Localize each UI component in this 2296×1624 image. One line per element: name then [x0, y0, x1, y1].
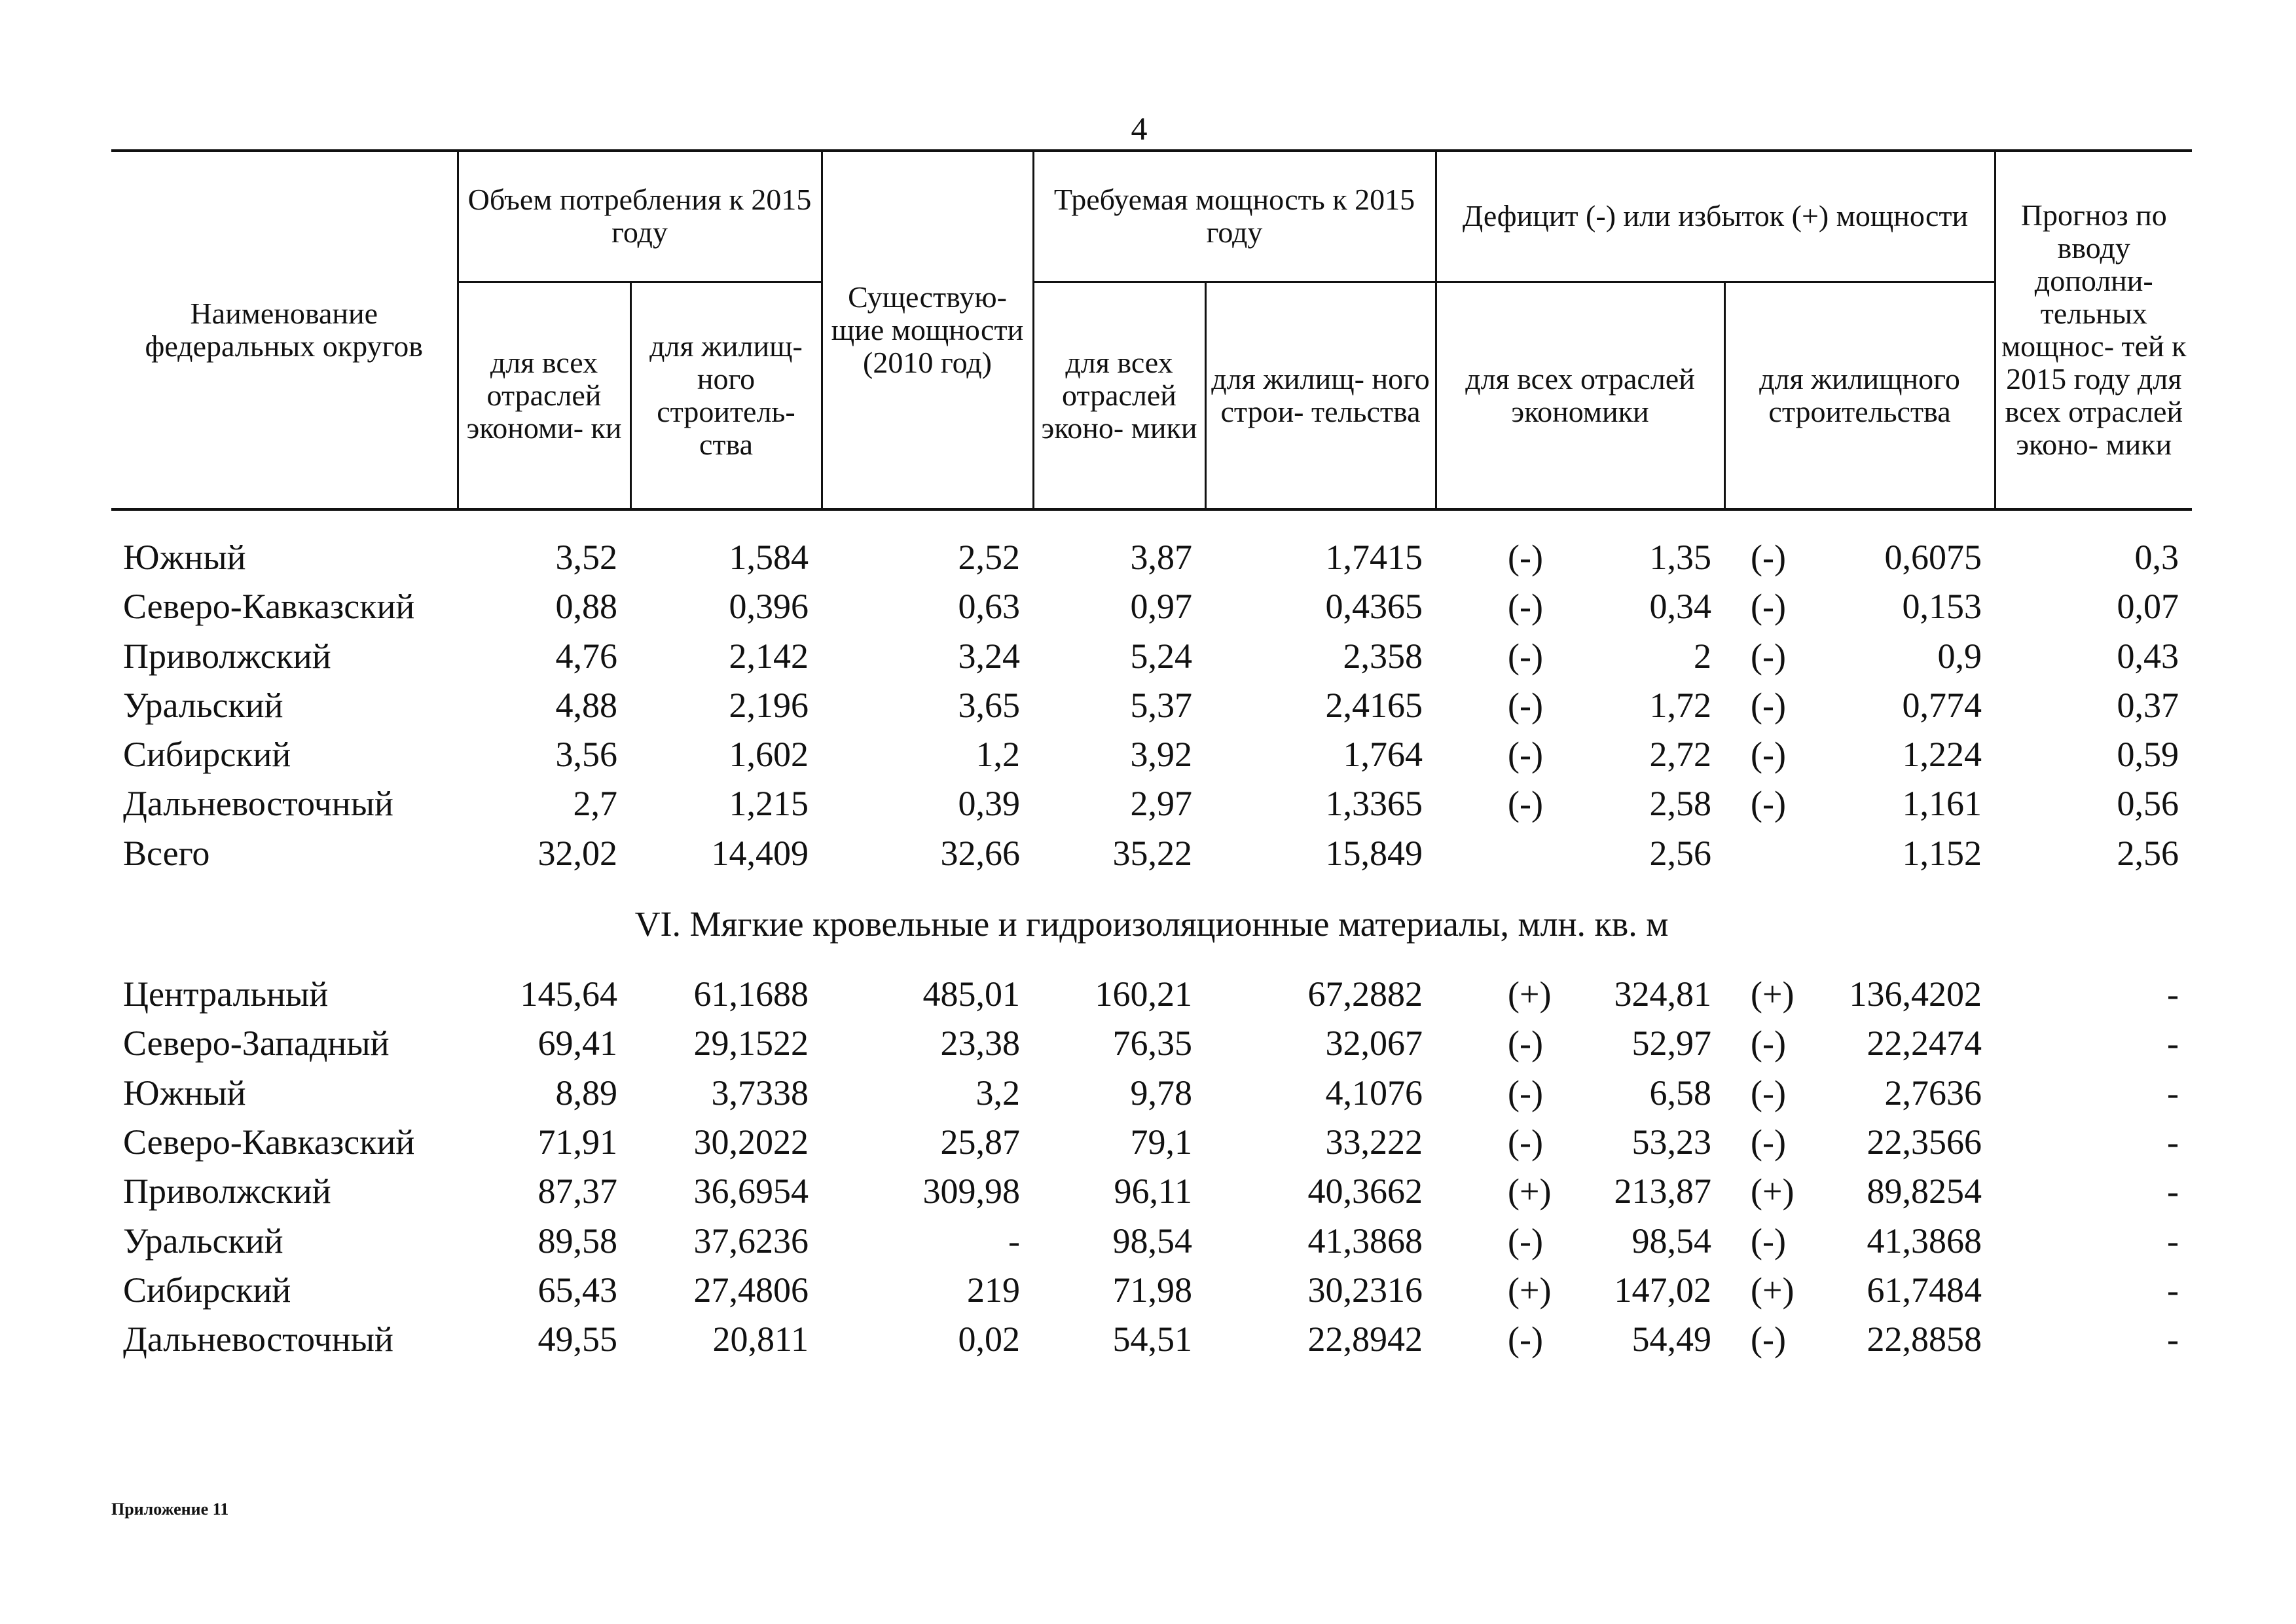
forecast-cell: 0,59	[2117, 735, 2179, 775]
forecast-cell: 0,07	[2117, 587, 2179, 627]
required-housing-cell: 0,4365	[1325, 587, 1423, 627]
required-all-cell: 9,78	[1130, 1073, 1192, 1113]
consumption-housing-cell: 27,4806	[693, 1270, 809, 1310]
consumption-all-cell: 32,02	[538, 833, 617, 873]
consumption-all-cell: 145,64	[520, 974, 617, 1014]
district-name-cell: Дальневосточный	[123, 1320, 393, 1359]
deficit-housing-value: 0,6075	[1884, 538, 1982, 577]
consumption-housing-cell: 2,142	[729, 636, 809, 676]
deficit-all-value: 1,35	[1649, 538, 1712, 577]
deficit-all-cell	[1436, 533, 1724, 582]
consumption-housing-cell: 61,1688	[693, 974, 809, 1014]
required-all-cell: 2,97	[1130, 784, 1192, 824]
required-all-cell: 35,22	[1112, 833, 1192, 873]
required-housing-cell: 32,067	[1325, 1024, 1423, 1063]
deficit-housing-value: 0,9	[1937, 636, 1982, 676]
table-row	[111, 681, 2192, 730]
deficit-housing-sign: (-)	[1751, 1024, 1786, 1063]
existing-capacity-cell: 309,98	[922, 1172, 1020, 1211]
consumption-all-cell: 89,58	[538, 1221, 617, 1261]
required-all-cell: 98,54	[1112, 1221, 1192, 1261]
required-all-cell: 0,97	[1130, 587, 1192, 627]
deficit-housing-cell	[1724, 582, 1995, 631]
header-required-all: для всех отраслей эконо- мики	[1033, 282, 1205, 509]
consumption-housing-cell: 36,6954	[693, 1172, 809, 1211]
required-housing-cell: 2,358	[1343, 636, 1423, 676]
deficit-all-value: 2,56	[1649, 833, 1712, 873]
consumption-all-cell: 8,89	[555, 1073, 617, 1113]
deficit-all-value: 2,72	[1649, 735, 1712, 775]
deficit-housing-cell	[1724, 779, 1995, 828]
forecast-cell: -	[2167, 1320, 2179, 1359]
table-row	[111, 1266, 2192, 1315]
forecast-cell: -	[2167, 1073, 2179, 1113]
existing-capacity-cell: 25,87	[940, 1122, 1020, 1162]
deficit-all-cell	[1436, 779, 1724, 828]
deficit-housing-value: 61,7484	[1867, 1270, 1982, 1310]
deficit-all-sign: (-)	[1508, 636, 1543, 676]
consumption-housing-cell: 1,584	[729, 538, 809, 577]
deficit-all-cell	[1436, 1217, 1724, 1266]
deficit-housing-sign: (-)	[1751, 735, 1786, 775]
data-table	[111, 149, 2192, 1364]
existing-capacity-cell: 0,02	[958, 1320, 1020, 1359]
required-all-cell: 79,1	[1130, 1122, 1192, 1162]
deficit-all-cell	[1436, 632, 1724, 681]
table-row	[111, 1217, 2192, 1266]
table-row	[111, 582, 2192, 631]
required-housing-cell: 1,3365	[1325, 784, 1423, 824]
required-all-cell: 71,98	[1112, 1270, 1192, 1310]
deficit-housing-value: 1,161	[1902, 784, 1982, 824]
table-row	[111, 970, 2192, 1019]
deficit-all-cell	[1436, 1118, 1724, 1167]
required-all-cell: 3,92	[1130, 735, 1192, 775]
deficit-all-sign: (-)	[1508, 784, 1543, 824]
deficit-housing-sign: (-)	[1751, 587, 1786, 627]
consumption-all-cell: 49,55	[538, 1320, 617, 1359]
forecast-cell: 0,56	[2117, 784, 2179, 824]
header-existing-capacity: Существую- щие мощности (2010 год)	[822, 151, 1033, 509]
district-name-cell: Уральский	[123, 685, 283, 725]
consumption-all-cell: 2,7	[573, 784, 617, 824]
deficit-all-sign: (-)	[1508, 735, 1543, 775]
footer-note: Приложение 11	[111, 1500, 229, 1519]
table-row	[111, 829, 2192, 878]
consumption-all-cell: 71,91	[538, 1122, 617, 1162]
deficit-all-sign: (-)	[1508, 1122, 1543, 1162]
deficit-housing-cell	[1724, 533, 1995, 582]
district-name-cell: Дальневосточный	[123, 784, 393, 824]
forecast-cell: -	[2167, 1172, 2179, 1211]
district-name-cell: Всего	[123, 833, 210, 873]
district-name-cell: Уральский	[123, 1221, 283, 1261]
deficit-all-value: 0,34	[1649, 587, 1712, 627]
existing-capacity-cell: 0,63	[958, 587, 1020, 627]
deficit-all-cell	[1436, 1315, 1724, 1364]
table-row	[111, 779, 2192, 828]
deficit-housing-sign: (-)	[1751, 1122, 1786, 1162]
deficit-all-cell	[1436, 1266, 1724, 1315]
existing-capacity-cell: 23,38	[940, 1024, 1020, 1063]
consumption-housing-cell: 1,215	[729, 784, 809, 824]
required-housing-cell: 40,3662	[1307, 1172, 1423, 1211]
required-all-cell: 3,87	[1130, 538, 1192, 577]
deficit-housing-value: 89,8254	[1867, 1172, 1982, 1211]
existing-capacity-cell: 219	[967, 1270, 1020, 1310]
consumption-housing-cell: 2,196	[729, 685, 809, 725]
deficit-housing-cell	[1724, 1266, 1995, 1315]
deficit-housing-value: 0,153	[1902, 587, 1982, 627]
deficit-housing-value: 1,224	[1902, 735, 1982, 775]
existing-capacity-cell: 3,65	[958, 685, 1020, 725]
deficit-housing-cell	[1724, 1217, 1995, 1266]
deficit-all-cell	[1436, 1019, 1724, 1068]
deficit-housing-cell	[1724, 970, 1995, 1019]
deficit-housing-cell	[1724, 1019, 1995, 1068]
deficit-all-sign: (+)	[1508, 1172, 1552, 1211]
forecast-cell: -	[2167, 1024, 2179, 1063]
required-housing-cell: 4,1076	[1325, 1073, 1423, 1113]
deficit-housing-value: 136,4202	[1849, 974, 1982, 1014]
deficit-housing-cell	[1724, 829, 1995, 878]
deficit-all-cell	[1436, 730, 1724, 779]
existing-capacity-cell: 1,2	[975, 735, 1020, 775]
deficit-all-value: 147,02	[1614, 1270, 1712, 1310]
header-district-name: Наименование федеральных округов	[111, 151, 458, 509]
forecast-cell: -	[2167, 1122, 2179, 1162]
header-deficit-group: Дефицит (-) или избыток (+) мощности	[1436, 151, 1995, 282]
district-name-cell: Центральный	[123, 974, 329, 1014]
deficit-all-cell	[1436, 970, 1724, 1019]
forecast-cell: 0,37	[2117, 685, 2179, 725]
consumption-all-cell: 4,88	[555, 685, 617, 725]
header-required-group: Требуемая мощность к 2015 году	[1033, 151, 1436, 282]
consumption-all-cell: 4,76	[555, 636, 617, 676]
required-housing-cell: 33,222	[1325, 1122, 1423, 1162]
consumption-all-cell: 3,52	[555, 538, 617, 577]
deficit-all-cell	[1436, 582, 1724, 631]
deficit-all-cell	[1436, 829, 1724, 878]
consumption-housing-cell: 1,602	[729, 735, 809, 775]
header-forecast: Прогноз по вводу дополни- тельных мощнос- тей к 2015 году для всех отраслей эконо- мики	[1995, 151, 2192, 509]
header-deficit-housing: для жилищного строительства	[1724, 282, 1995, 509]
table-body	[111, 509, 2192, 1364]
forecast-cell: 0,43	[2117, 636, 2179, 676]
header-deficit-all: для всех отраслей экономики	[1436, 282, 1724, 509]
forecast-cell: 2,56	[2117, 833, 2179, 873]
deficit-housing-sign: (-)	[1751, 685, 1786, 725]
deficit-housing-sign: (-)	[1751, 636, 1786, 676]
deficit-housing-cell	[1724, 632, 1995, 681]
required-housing-cell: 41,3868	[1307, 1221, 1423, 1261]
required-housing-cell: 22,8942	[1307, 1320, 1423, 1359]
table-header	[111, 151, 2192, 509]
deficit-housing-sign: (+)	[1751, 1270, 1795, 1310]
consumption-housing-cell: 0,396	[729, 587, 809, 627]
deficit-housing-sign: (-)	[1751, 538, 1786, 577]
deficit-all-sign: (+)	[1508, 1270, 1552, 1310]
existing-capacity-cell: 32,66	[940, 833, 1020, 873]
deficit-housing-value: 22,3566	[1867, 1122, 1982, 1162]
existing-capacity-cell: 3,2	[975, 1073, 1020, 1113]
existing-capacity-cell: 485,01	[922, 974, 1020, 1014]
consumption-housing-cell: 14,409	[711, 833, 809, 873]
deficit-housing-value: 22,2474	[1867, 1024, 1982, 1063]
district-name-cell: Южный	[123, 538, 246, 577]
deficit-housing-sign: (+)	[1751, 974, 1795, 1014]
section-title: VI. Мягкие кровельные и гидроизоляционные материалы, млн. кв. м	[634, 904, 1669, 944]
required-housing-cell: 67,2882	[1307, 974, 1423, 1014]
table-row	[111, 632, 2192, 681]
deficit-all-cell	[1436, 1167, 1724, 1216]
required-housing-cell: 15,849	[1325, 833, 1423, 873]
district-name-cell: Южный	[123, 1073, 246, 1113]
consumption-housing-cell: 30,2022	[693, 1122, 809, 1162]
deficit-housing-sign: (-)	[1751, 784, 1786, 824]
existing-capacity-cell: 0,39	[958, 784, 1020, 824]
section-title-row	[111, 878, 2192, 970]
deficit-all-sign: (-)	[1508, 1221, 1543, 1261]
existing-capacity-cell: -	[1008, 1221, 1020, 1261]
page-number: 4	[1131, 110, 1148, 147]
consumption-housing-cell: 3,7338	[711, 1073, 809, 1113]
deficit-housing-sign: (-)	[1751, 1221, 1786, 1261]
consumption-all-cell: 65,43	[538, 1270, 617, 1310]
deficit-all-cell	[1436, 1069, 1724, 1118]
deficit-all-value: 54,49	[1631, 1320, 1712, 1359]
deficit-housing-cell	[1724, 1315, 1995, 1364]
district-name-cell: Приволжский	[123, 1172, 331, 1211]
deficit-all-sign: (-)	[1508, 1073, 1543, 1113]
table-row	[111, 1315, 2192, 1364]
consumption-all-cell: 87,37	[538, 1172, 617, 1211]
district-name-cell: Сибирский	[123, 735, 291, 775]
table-row	[111, 533, 2192, 582]
deficit-housing-cell	[1724, 681, 1995, 730]
deficit-all-sign: (+)	[1508, 974, 1552, 1014]
existing-capacity-cell: 2,52	[958, 538, 1020, 577]
deficit-housing-cell	[1724, 1118, 1995, 1167]
deficit-housing-cell	[1724, 730, 1995, 779]
deficit-all-value: 1,72	[1649, 685, 1712, 725]
forecast-cell: 0,3	[2134, 538, 2179, 577]
deficit-housing-sign: (+)	[1751, 1172, 1795, 1211]
required-housing-cell: 1,764	[1343, 735, 1423, 775]
consumption-housing-cell: 29,1522	[693, 1024, 809, 1063]
table-row	[111, 1167, 2192, 1216]
header-required-housing: для жилищ- ного строи- тельства	[1205, 282, 1436, 509]
deficit-housing-value: 0,774	[1902, 685, 1982, 725]
deficit-all-sign: (-)	[1508, 1320, 1543, 1359]
deficit-all-sign: (-)	[1508, 685, 1543, 725]
deficit-all-value: 52,97	[1631, 1024, 1712, 1063]
required-all-cell: 5,37	[1130, 685, 1192, 725]
spacer-row	[111, 509, 2192, 533]
table-row	[111, 1019, 2192, 1068]
deficit-housing-value: 22,8858	[1867, 1320, 1982, 1359]
consumption-housing-cell: 20,811	[712, 1320, 809, 1359]
deficit-housing-value: 2,7636	[1884, 1073, 1982, 1113]
header-consumption-group: Объем потребления к 2015 году	[458, 151, 822, 282]
table-row	[111, 1069, 2192, 1118]
deficit-all-value: 98,54	[1631, 1221, 1712, 1261]
required-all-cell: 76,35	[1112, 1024, 1192, 1063]
deficit-all-sign: (-)	[1508, 1024, 1543, 1063]
deficit-all-cell	[1436, 681, 1724, 730]
deficit-housing-sign: (-)	[1751, 1320, 1786, 1359]
deficit-housing-cell	[1724, 1167, 1995, 1216]
deficit-all-sign: (-)	[1508, 587, 1543, 627]
district-name-cell: Северо-Кавказский	[123, 587, 415, 627]
deficit-all-value: 6,58	[1649, 1073, 1712, 1113]
required-housing-cell: 2,4165	[1325, 685, 1423, 725]
deficit-housing-value: 41,3868	[1867, 1221, 1982, 1261]
deficit-housing-cell	[1724, 1069, 1995, 1118]
district-name-cell: Северо-Западный	[123, 1024, 390, 1063]
consumption-all-cell: 0,88	[555, 587, 617, 627]
deficit-all-sign: (-)	[1508, 538, 1543, 577]
district-name-cell: Приволжский	[123, 636, 331, 676]
header-consumption-all: для всех отраслей экономи- ки	[458, 282, 630, 509]
district-name-cell: Северо-Кавказский	[123, 1122, 415, 1162]
existing-capacity-cell: 3,24	[958, 636, 1020, 676]
consumption-all-cell: 69,41	[538, 1024, 617, 1063]
forecast-cell: -	[2167, 1221, 2179, 1261]
required-all-cell: 96,11	[1114, 1172, 1192, 1211]
header-consumption-housing: для жилищ- ного строитель- ства	[630, 282, 822, 509]
forecast-cell: -	[2167, 1270, 2179, 1310]
required-all-cell: 5,24	[1130, 636, 1192, 676]
deficit-all-value: 2	[1694, 636, 1712, 676]
deficit-all-value: 324,81	[1614, 974, 1712, 1014]
required-housing-cell: 30,2316	[1307, 1270, 1423, 1310]
district-name-cell: Сибирский	[123, 1270, 291, 1310]
forecast-cell: -	[2167, 974, 2179, 1014]
required-all-cell: 160,21	[1095, 974, 1192, 1014]
required-all-cell: 54,51	[1112, 1320, 1192, 1359]
deficit-housing-sign: (-)	[1751, 1073, 1786, 1113]
table-row	[111, 730, 2192, 779]
consumption-all-cell: 3,56	[555, 735, 617, 775]
required-housing-cell: 1,7415	[1325, 538, 1423, 577]
deficit-all-value: 53,23	[1631, 1122, 1712, 1162]
deficit-housing-value: 1,152	[1902, 833, 1982, 873]
consumption-housing-cell: 37,6236	[693, 1221, 809, 1261]
deficit-all-value: 213,87	[1614, 1172, 1712, 1211]
deficit-all-value: 2,58	[1649, 784, 1712, 824]
table-row	[111, 1118, 2192, 1167]
